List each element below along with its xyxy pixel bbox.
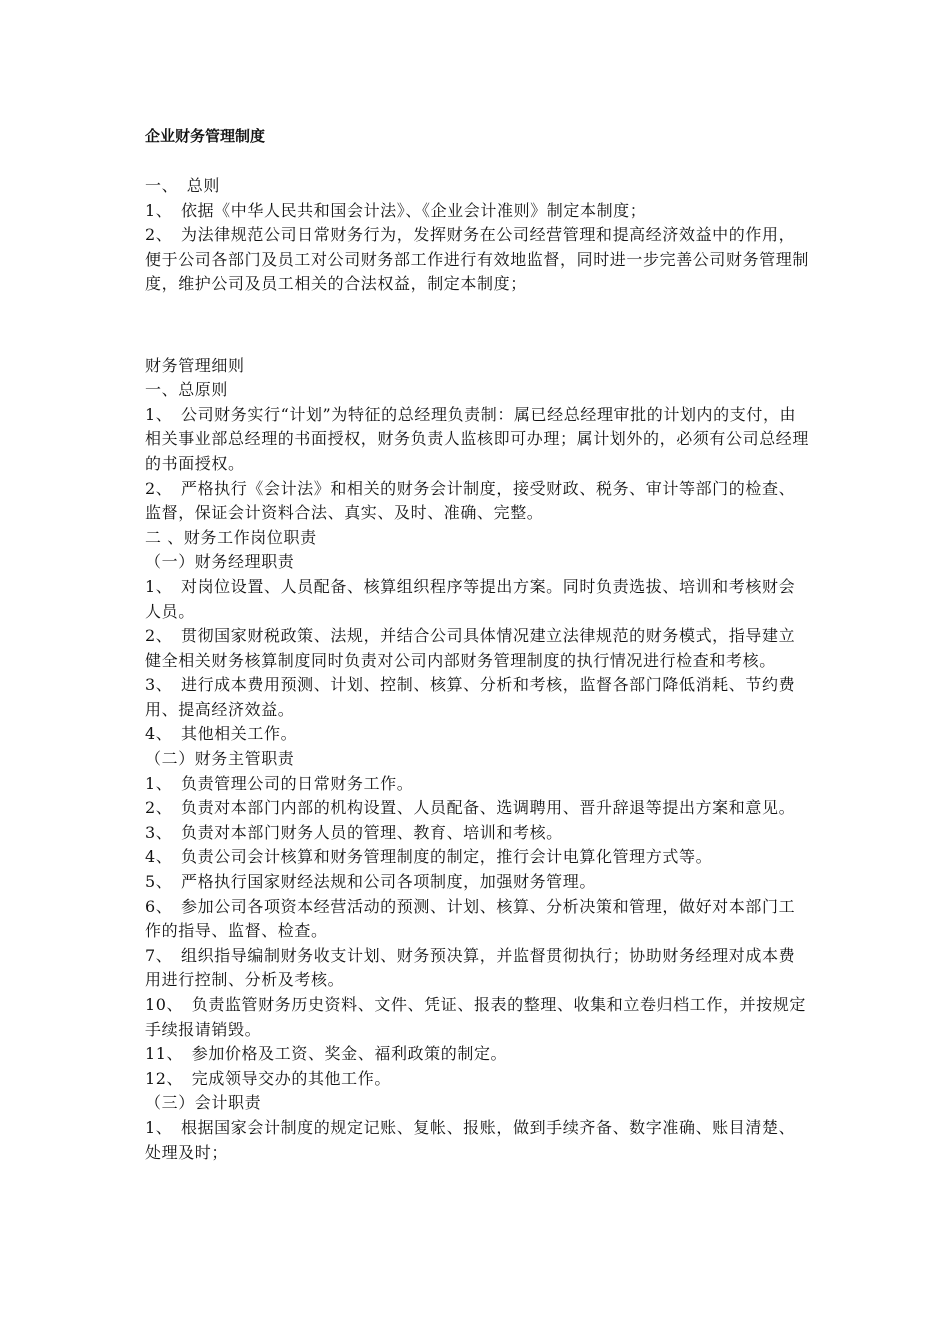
body-paragraph: 3、 负责对本部门财务人员的管理、教育、培训和考核。	[145, 822, 563, 842]
body-paragraph: 7、 组织指导编制财务收支计划、财务预决算，并监督贯彻执行；协助财务经理对成本费用进行控制、分析及考核。	[145, 945, 796, 990]
body-paragraph: （二）财务主管职责	[145, 749, 295, 769]
body-paragraph: 一、总原则	[145, 380, 229, 400]
body-paragraph: 10、 负责监管财务历史资料、文件、凭证、报表的整理、收集和立卷归档工作，并按规定手续报请销毁。	[145, 995, 806, 1039]
body-paragraph: 二 、财务工作岗位职责	[145, 527, 317, 547]
body-paragraph: 2、 负责对本部门内部的机构设置、人员配备、选调聘用、晋升辞退等提出方案和意见。	[145, 798, 796, 818]
body-paragraph: 4、 负责公司会计核算和财务管理制度的制定，推行会计电算化管理方式等。	[145, 847, 713, 867]
body-paragraph: 6、 参加公司各项资本经营活动的预测、计划、核算、分析决策和管理，做好对本部门工作的指导、监督、检查。	[145, 896, 796, 941]
body-paragraph: 一、 总则	[145, 176, 221, 195]
body-paragraph: 1、 依据《中华人民共和国会计法》、《企业会计准则》制定本制度；	[145, 200, 647, 220]
blank-line	[145, 313, 809, 338]
body-paragraph: （三）会计职责	[145, 1093, 262, 1113]
body-paragraph: 2、 为法律规范公司日常财务行为，发挥财务在公司经营管理和提高经济效益中的作用，便于公司各部门及员工对公司财务部工作进行有效地监督，同时进一步完善公司财务管理制度，维护公司及员工相关的合法权益，制定本制度；	[145, 225, 810, 294]
body-paragraph: （一）财务经理职责	[145, 552, 295, 572]
body-paragraph: 4、 其他相关工作。	[145, 724, 298, 744]
document-title: 企业财务管理制度	[145, 127, 266, 145]
body-paragraph: 3、 进行成本费用预测、计划、控制、核算、分析和考核，监督各部门降低消耗、节约费用、提高经济效益。	[145, 675, 796, 719]
document-page	[145, 124, 809, 1165]
body-paragraph: 1、 对岗位设置、人员配备、核算组织程序等提出方案。同时负责选拔、培训和考核财会人员。	[145, 576, 796, 621]
body-paragraph: 1、 负责管理公司的日常财务工作。	[145, 773, 414, 793]
body-paragraph: 11、 参加价格及工资、奖金、福利政策的制定。	[145, 1044, 508, 1064]
body-paragraph: 财务管理细则	[145, 355, 245, 375]
body-paragraph: 5、 严格执行国家财经法规和公司各项制度，加强财务管理。	[145, 872, 596, 892]
body-paragraph: 1、 公司财务实行“计划”为特征的总经理负责制：属已经总经理审批的计划内的支付，由相关事业部总经理的书面授权，财务负责人监核即可办理；属计划外的，必须有公司总经理的书面授权。	[145, 404, 810, 473]
body-paragraph: 1、 根据国家会计制度的规定记账、复帐、报账，做到手续齐备、数字准确、账目清楚、处理及时；	[145, 1117, 796, 1162]
document-body	[145, 174, 809, 1165]
body-paragraph: 2、 贯彻国家财税政策、法规，并结合公司具体情况建立法律规范的财务模式，指导建立健全相关财务核算制度同时负责对公司内部财务管理制度的执行情况进行检查和考核。	[145, 626, 796, 670]
body-paragraph: 12、 完成领导交办的其他工作。	[145, 1068, 391, 1088]
body-paragraph: 2、 严格执行《会计法》和相关的财务会计制度，接受财政、税务、审计等部门的检查、监督，保证会计资料合法、真实、及时、准确、完整。	[145, 478, 796, 523]
